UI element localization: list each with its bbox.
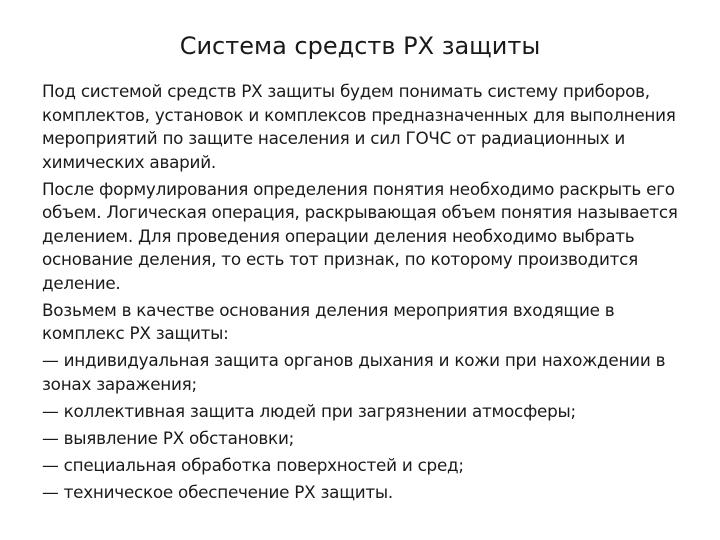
definition-paragraph: Под системой средств РХ защиты будем понимать систему приборов, комплектов, установок и комплексов предназначенных для выполнения мероприятий по защите населения и сил ГОЧС от радиационных и химических аварий. — [42, 81, 676, 172]
list-item-situation-detection: — выявление РХ обстановки; — [42, 427, 295, 448]
list-item-special-treatment: — специальная обработка поверхностей и сред; — [42, 454, 464, 475]
list-item-individual-protection: — индивидуальная защита органов дыхания и кожи при нахождении в зонах заражения; — [42, 350, 666, 394]
slide-title: Система средств РХ защиты — [179, 32, 541, 60]
division-paragraph: После формулирования определения понятия необходимо раскрыть его объем. Логическая операция, раскрывающая объем понятия называется делением. Для проведения операции деления необходимо выбрать основание деления, то есть тот признак, по которому производится деление. — [42, 178, 678, 293]
list-item-collective-protection: — коллективная защита людей при загрязнении атмосферы; — [42, 400, 576, 421]
basis-paragraph: Возьмем в качестве основания деления мероприятия входящие в комплекс РХ защиты: — [42, 299, 615, 343]
list-item-technical-support: — техническое обеспечение РХ защиты. — [42, 481, 394, 502]
slide-body — [42, 80, 696, 508]
